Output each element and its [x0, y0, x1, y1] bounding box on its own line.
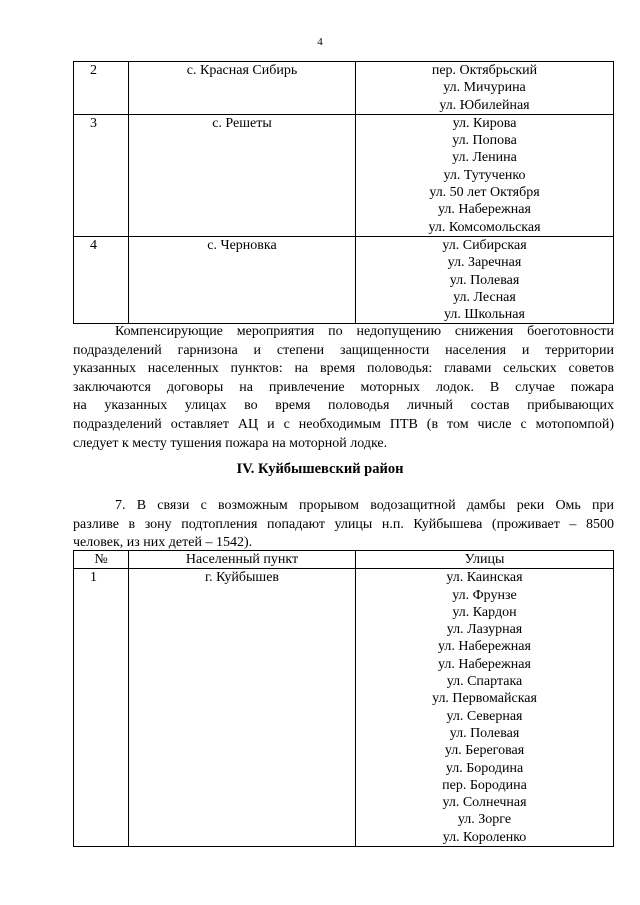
street: ул. Полевая: [449, 725, 520, 741]
street: ул. Сибирская: [442, 237, 527, 253]
paragraph-line: подразделений гарнизона и степени защищенности населения и территории: [73, 342, 614, 358]
street: ул. Мичурина: [443, 80, 526, 96]
kuibyshev-streets-table: [73, 550, 614, 847]
settlement-name: с. Черновка: [129, 236, 356, 323]
paragraph-line: подразделений оставляет АЦ и с необходимым ПТВ (в том числе с мотопомпой): [73, 416, 614, 432]
table-row: [74, 569, 614, 847]
street: ул. Спартака: [446, 674, 523, 690]
row-number: 2: [74, 62, 129, 115]
paragraph-line: 7. В связи с возможным прорывом водозащитной дамбы реки Омь при: [115, 498, 614, 513]
street: ул. Бородина: [445, 760, 524, 776]
street: ул. Кирова: [452, 115, 517, 131]
street: ул. Короленко: [442, 829, 527, 845]
paragraph-line: заключаются договоры на привлечение моторных лодок. В случае пожара: [73, 379, 614, 395]
table-header-row: [74, 551, 614, 569]
paragraph-line: на указанных улицах во время половодья личный состав прибывающих: [73, 398, 614, 414]
street: ул. Каинская: [446, 570, 523, 586]
street: ул. Набережная: [438, 639, 531, 655]
column-header-number: №: [74, 551, 129, 569]
street: ул. Зорге: [457, 812, 512, 828]
column-header-settlement: Населенный пункт: [129, 551, 356, 569]
table-row: [74, 114, 614, 236]
street-list: [356, 114, 614, 236]
table-row: [74, 236, 614, 323]
table-row: [74, 62, 614, 115]
column-header-streets: Улицы: [356, 551, 614, 569]
paragraph-line: человек, из них детей – 1542).: [73, 535, 253, 551]
street: ул. Лесная: [453, 289, 516, 305]
paragraph-line: Компенсирующие мероприятия по недопущению снижения боеготовности: [115, 324, 614, 339]
street: ул. Первомайская: [432, 691, 537, 707]
flood-zone-paragraph: [73, 497, 614, 553]
paragraph-line: указанных населенных пунктов: на время половодья: главами сельских советов: [73, 361, 614, 377]
settlement-name: с. Красная Сибирь: [129, 62, 356, 115]
street: ул. Ленина: [452, 150, 517, 166]
paragraph-line: следует к месту тушения пожара на моторной лодке.: [73, 435, 388, 451]
street: ул. Школьная: [444, 307, 525, 323]
street: ул. Набережная: [438, 656, 531, 672]
row-number: 4: [74, 236, 129, 323]
section-heading: IV. Куйбышевский район: [236, 461, 404, 477]
street: ул. Тутученко: [443, 167, 526, 183]
street: ул. Фрунзе: [452, 587, 517, 603]
street: ул. Береговая: [444, 743, 525, 759]
street: ул. Попова: [452, 133, 517, 149]
streets-table-continued: [73, 61, 614, 324]
street: ул. Юбилейная: [439, 97, 530, 113]
street: ул. Кардон: [452, 604, 517, 620]
street: ул. Полевая: [449, 272, 520, 288]
row-number: 1: [74, 569, 129, 847]
street-list: [356, 569, 614, 847]
street: ул. Заречная: [447, 255, 522, 271]
row-number: 3: [74, 114, 129, 236]
settlement-name: с. Решеты: [129, 114, 356, 236]
settlement-name: г. Куйбышев: [129, 569, 356, 847]
street: ул. Комсомольская: [428, 219, 541, 235]
compensating-measures-paragraph: [73, 323, 614, 453]
street-list: [356, 236, 614, 323]
street: ул. Лазурная: [446, 622, 523, 638]
page-number: 4: [317, 36, 323, 48]
street: пер. Бородина: [442, 777, 527, 793]
street: ул. Северная: [446, 708, 523, 724]
paragraph-line: разливе в зону подтопления попадают улицы н.п. Куйбышева (проживает – 8500: [73, 516, 614, 532]
street-list: [356, 62, 614, 115]
street: пер. Октябрьский: [431, 63, 538, 78]
street: ул. Набережная: [438, 202, 531, 218]
street: ул. Солнечная: [442, 795, 527, 811]
street: ул. 50 лет Октября: [429, 185, 540, 201]
